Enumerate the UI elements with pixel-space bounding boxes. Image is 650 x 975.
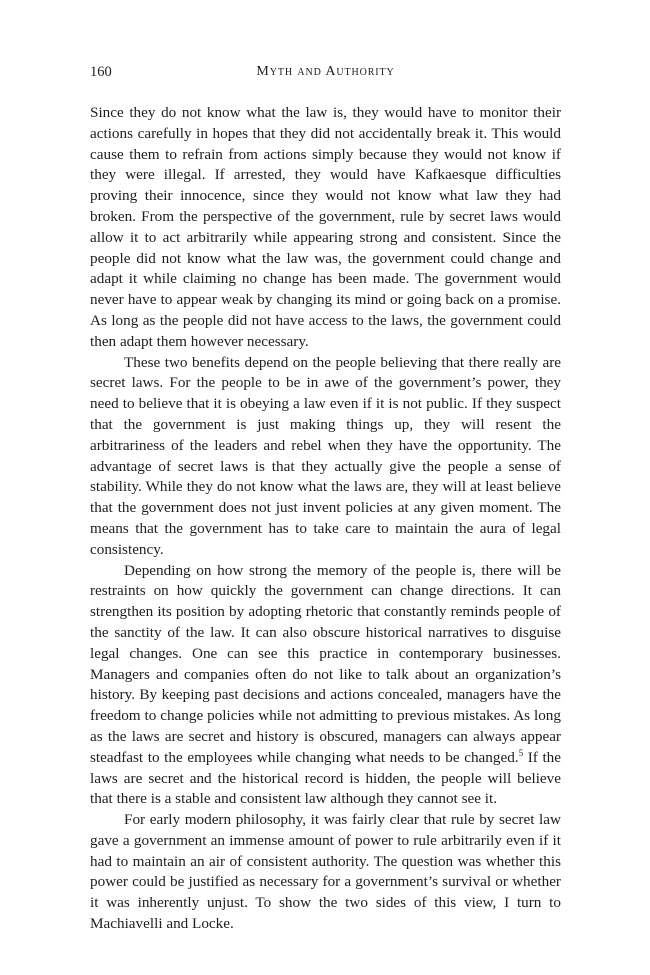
paragraph-text: Depending on how strong the memory of the people is, there will be restraints on how quickly the government can change directions. It can strengthen its position by adopting rhetoric that constantly reminds people of the sanctity of the law. It can also obscure historical narratives to disguise legal changes. One can see this practice in contemporary businesses. Managers and companies often do not like to talk about an organization’s history. By keeping past decisions and actions concealed, managers have the freedom to change policies while not admitting to previous mistakes. As long as the laws are secret and history is obscured, managers can always appear steadfast to the employees while changing what needs to be changed.	[90, 561, 561, 766]
paragraph: Since they do not know what the law is, they would have to monitor their actions carefully in hopes that they did not accidentally break it. This would cause them to refrain from actions simply because they would not know if they were illegal. If arrested, they would have Kafkaesque difficulties proving their innocence, since they would not know what law they had broken. From the perspective of the government, rule by secret laws would allow it to act arbitrarily while appearing strong and consistent. Since the people did not know what the law was, the government could change and adapt it while claiming no change has been made. The government would never have to appear weak by changing its mind or going back on a promise. As long as the people did not have access to the laws, the government could then adapt them however necessary.	[90, 104, 561, 350]
running-title: Myth and Authority	[256, 64, 395, 79]
body-text	[90, 103, 561, 935]
page-number: 160	[90, 64, 112, 80]
paragraph: For early modern philosophy, it was fairly clear that rule by secret law gave a government an immense amount of power to rule arbitrarily even if it had to maintain an air of consistent authority. The question was whether this power could be justified as necessary for a government’s survival or whether it was inherently unjust. To show the two sides of this view, I turn to Machiavelli and Locke.	[90, 811, 561, 933]
running-head	[90, 62, 561, 82]
footnote-marker[interactable]: 5	[518, 747, 524, 758]
paragraph	[90, 561, 561, 811]
paragraph: These two benefits depend on the people believing that there really are secret laws. For the people to be in awe of the government’s power, they need to believe that it is obeying a law even if it is not public. If they suspect that the government is just making things up, they will resent the arbitrariness of the leaders and rebel when they have the opportunity. The advantage of secret laws is that they actually give the people a sense of stability. While they do not know what the laws are, they will at least believe that the government does not just invent policies at any given moment. The means that the government has to take care to maintain the aura of legal consistency.	[90, 353, 561, 558]
paragraph-text: If the laws are secret and the historical record is hidden, the people will believe that there is a stable and consistent law although they cannot see it.	[90, 748, 561, 808]
